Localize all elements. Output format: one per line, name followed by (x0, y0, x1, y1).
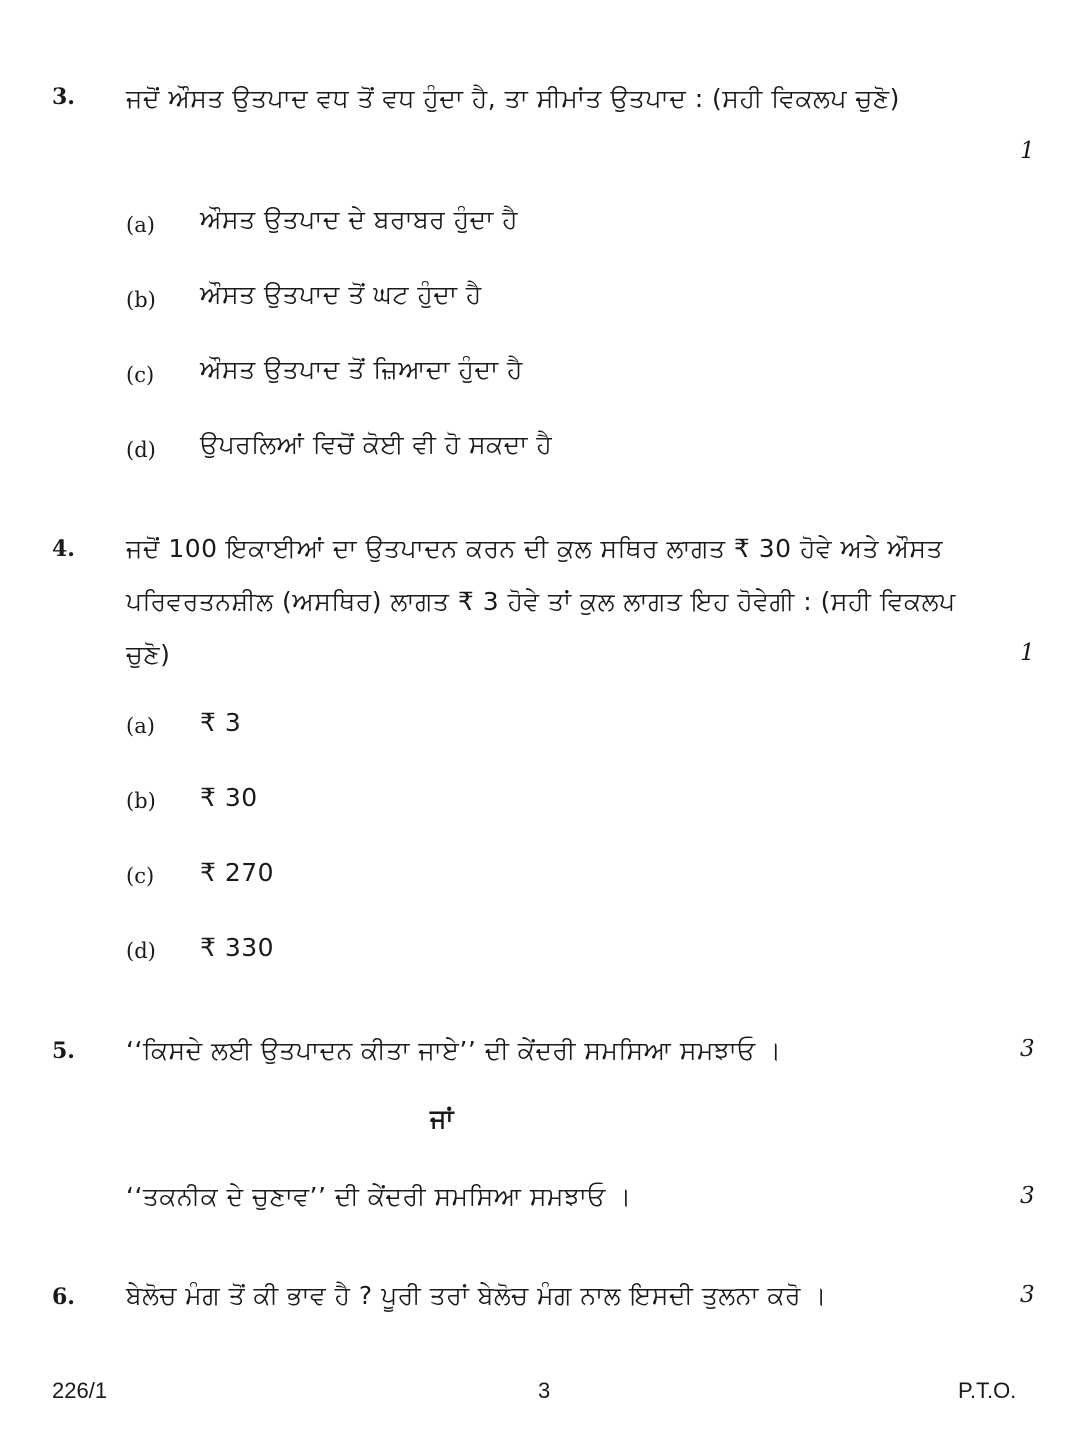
question-marks: 3 (1020, 1282, 1035, 1308)
question-text: ‘‘ਕਿਸਦੇ ਲਈ ਉਤਪਾਦਨ ਕੀਤਾ ਜਾਏ’’ ਦੀ ਕੇਂਦਰੀ ਸਮਸਿਆ ਸਮਝਾਓ । (126, 1036, 782, 1065)
option-text: ਔਸਤ ਉਤਪਾਦ ਤੋਂ ਘਟ ਹੁੰਦਾ ਹੈ (200, 280, 482, 309)
question-marks: 3 (1020, 1036, 1035, 1062)
option-text: ₹ 30 (200, 783, 258, 812)
option-d (0, 933, 1091, 973)
option-text: ਉਪਰਲਿਆਂ ਵਿਚੋਂ ਕੋਈ ਵੀ ਹੋ ਸਕਦਾ ਹੈ (200, 430, 553, 459)
please-turn-over: P.T.O. (958, 1378, 1017, 1403)
page-number: 3 (538, 1378, 551, 1403)
question-number: 4. (52, 536, 75, 562)
question-marks: 1 (1020, 640, 1035, 666)
option-label: (c) (126, 363, 155, 387)
option-label: (d) (126, 939, 156, 963)
option-text: ਔਸਤ ਉਤਪਾਦ ਦੇ ਬਰਾਬਰ ਹੁੰਦਾ ਹੈ (200, 205, 519, 234)
alternative-question-marks: 3 (1020, 1183, 1035, 1209)
question-number: 5. (52, 1038, 75, 1064)
question-text: ਜਦੋਂ 100 ਇਕਾਈਆਂ ਦਾ ਉਤਪਾਦਨ ਕਰਨ ਦੀ ਕੁਲ ਸਥਿਰ ਲਾਗਤ ₹ 30 ਹੋਵੇ ਅਤੇ ਔਸਤ ਪਰਿਵਰਤਨਸ਼ੀਲ (ਅਸਥਿਰ) ਲਾਗਤ ₹ 3 ਹੋਵੇ ਤਾਂ ਕੁਲ ਲਾਗਤ ਇਹ ਹੋਵੇਗੀ : (ਸਹੀ ਵਿਕਲਪ ਚੁਣੋ) (126, 534, 956, 669)
option-label: (d) (126, 438, 156, 462)
question-number: 6. (52, 1284, 75, 1310)
question-text: ਜਦੋਂ ਔਸਤ ਉਤਪਾਦ ਵਧ ਤੋਂ ਵਧ ਹੁੰਦਾ ਹੈ, ਤਾ ਸੀਮਾਂਤ ਉਤਪਾਦ : (ਸਹੀ ਵਿਕਲਪ ਚੁਣੋ) (126, 84, 900, 113)
option-b (0, 280, 1091, 320)
alternative-question-text: ‘‘ਤਕਨੀਕ ਦੇ ਚੁਣਾਵ’’ ਦੀ ਕੇਂਦਰੀ ਸਮਸਿਆ ਸਮਝਾਓ । (126, 1182, 632, 1211)
paper-code: 226/1 (52, 1378, 108, 1403)
option-b (0, 783, 1091, 823)
option-text: ₹ 270 (200, 858, 275, 887)
option-label: (b) (126, 288, 156, 312)
option-text: ₹ 3 (200, 708, 242, 737)
option-label: (b) (126, 789, 156, 813)
option-c (0, 355, 1091, 395)
or-separator: ਜਾਂ (430, 1104, 454, 1133)
option-label: (a) (126, 213, 155, 237)
option-a (0, 205, 1091, 245)
option-c (0, 858, 1091, 898)
question-marks: 1 (1020, 138, 1035, 164)
option-text: ₹ 330 (200, 933, 275, 962)
option-d (0, 430, 1091, 470)
option-a (0, 708, 1091, 748)
option-label: (a) (126, 714, 155, 738)
option-label: (c) (126, 864, 155, 888)
option-text: ਔਸਤ ਉਤਪਾਦ ਤੋਂ ਜ਼ਿਆਦਾ ਹੁੰਦਾ ਹੈ (200, 355, 523, 384)
question-text: ਬੇਲੋਚ ਮੰਗ ਤੋਂ ਕੀ ਭਾਵ ਹੈ ? ਪੂਰੀ ਤਰਾਂ ਬੇਲੋਚ ਮੰਗ ਨਾਲ ਇਸਦੀ ਤੁਲਨਾ ਕਰੋ । (126, 1281, 827, 1310)
question-number: 3. (52, 84, 75, 110)
